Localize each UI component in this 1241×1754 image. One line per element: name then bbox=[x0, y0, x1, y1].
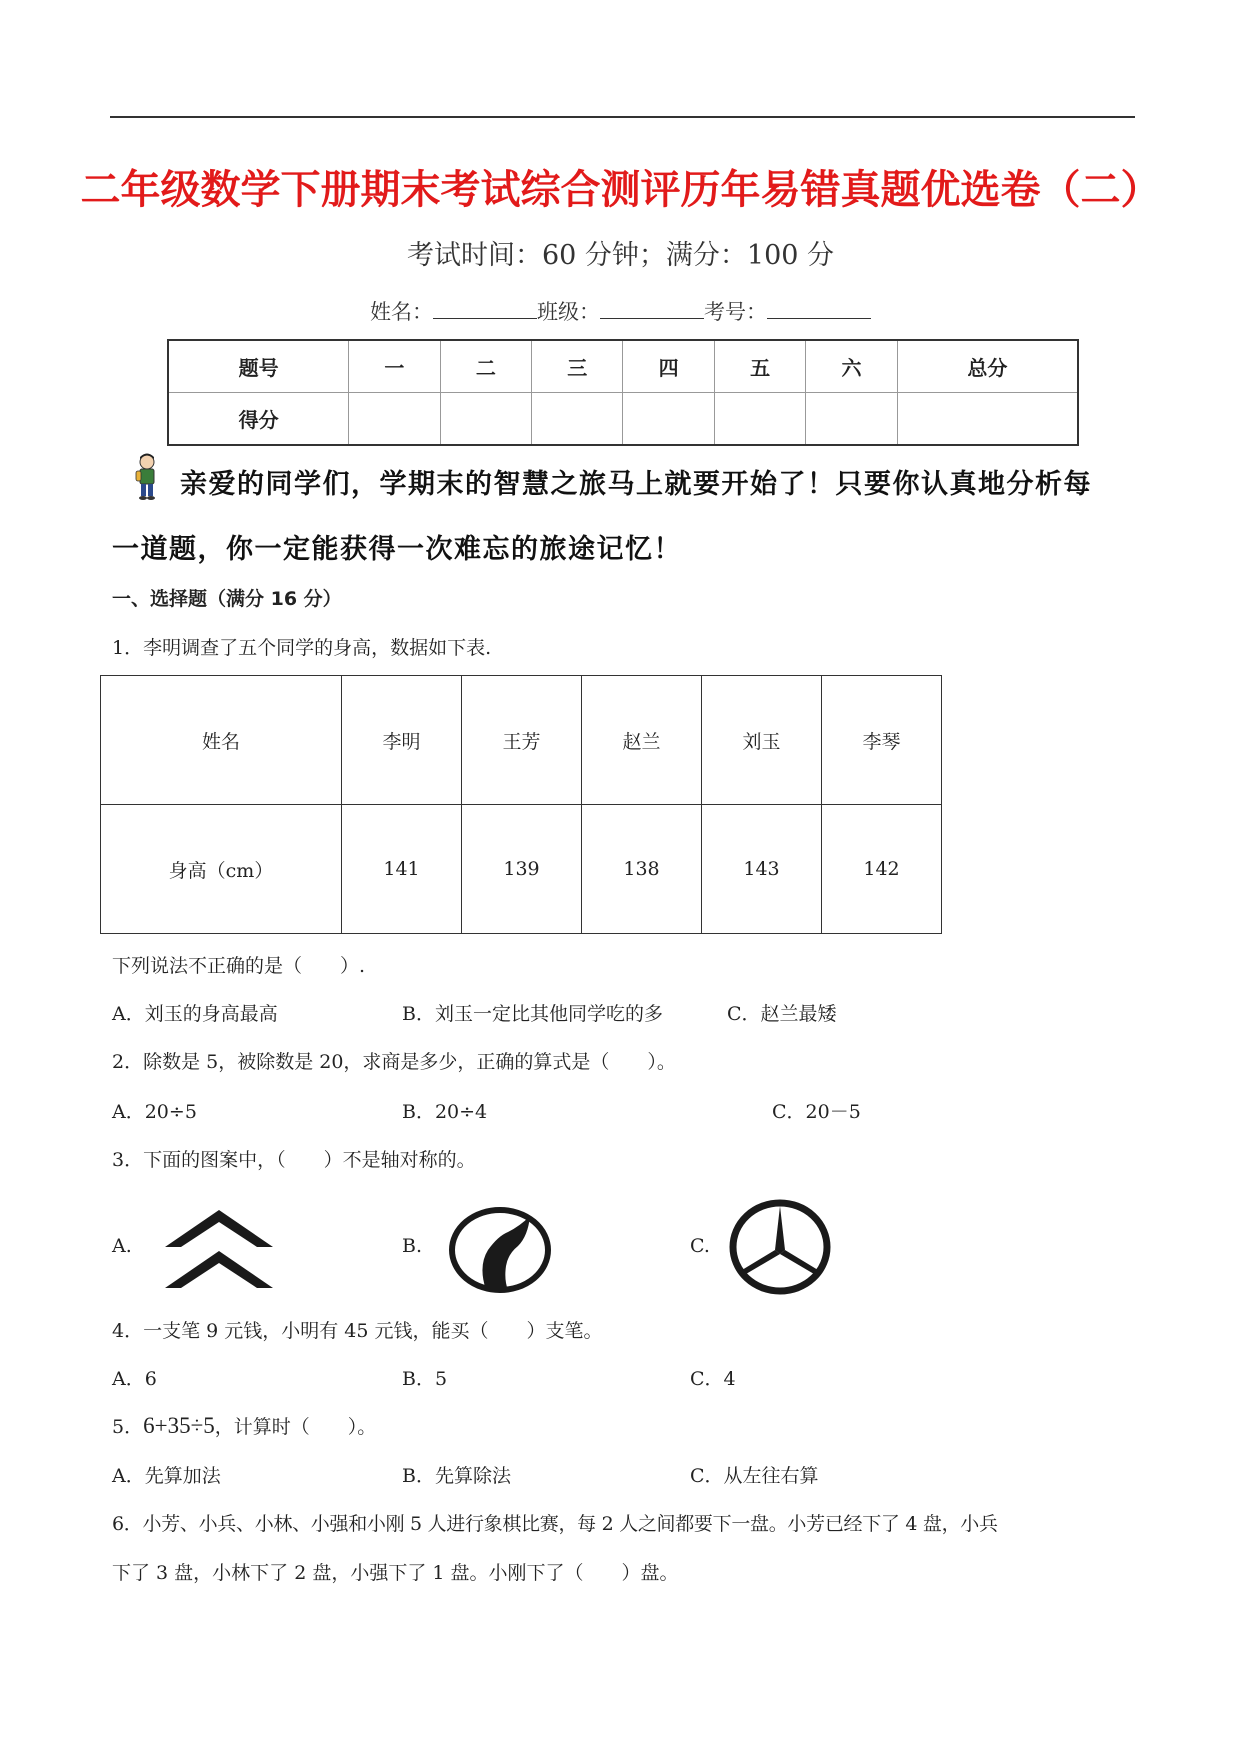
q1-ask: 下列说法不正确的是（ ）. bbox=[112, 955, 366, 977]
q5-option-a[interactable]: A．先算加法 bbox=[112, 1465, 221, 1487]
q4-option-c[interactable]: C．4 bbox=[690, 1368, 736, 1390]
score-header-cell: 三 bbox=[532, 340, 623, 393]
score-header-cell: 二 bbox=[440, 340, 531, 393]
q5-option-c[interactable]: C．从左往右算 bbox=[690, 1465, 819, 1487]
q2-option-b[interactable]: B．20÷4 bbox=[402, 1101, 488, 1123]
score-header-cell: 四 bbox=[623, 340, 714, 393]
intro-line-1: 亲爱的同学们，学期末的智慧之旅马上就要开始了！只要你认真地分析每 bbox=[180, 469, 1092, 500]
height-table-cell: 李琴 bbox=[822, 676, 942, 805]
height-table-cell: 身高（cm） bbox=[101, 805, 342, 934]
height-table-cell: 143 bbox=[702, 805, 822, 934]
height-table-cell: 李明 bbox=[342, 676, 462, 805]
score-row-label: 得分 bbox=[168, 393, 349, 446]
section-1-title: 一、选择题（满分 16 分） bbox=[112, 588, 342, 610]
score-header-cell: 六 bbox=[806, 340, 897, 393]
circle-emblem-icon bbox=[448, 1206, 552, 1294]
height-table-cell: 138 bbox=[582, 805, 702, 934]
class-blank[interactable] bbox=[600, 298, 704, 319]
top-rule bbox=[110, 116, 1135, 118]
q1-option-c[interactable]: C．赵兰最矮 bbox=[727, 1003, 837, 1025]
height-table-cell: 姓名 bbox=[101, 676, 342, 805]
class-label: 班级： bbox=[537, 300, 600, 324]
exam-info: 考试时间：60 分钟；满分：100 分 bbox=[406, 240, 835, 271]
score-header-cell: 题号 bbox=[168, 340, 349, 393]
q4-stem: 4．一支笔 9 元钱，小明有 45 元钱，能买（ ）支笔。 bbox=[112, 1320, 603, 1342]
q3-stem: 3．下面的图案中，（ ）不是轴对称的。 bbox=[112, 1149, 476, 1171]
q3-option-c[interactable]: C. bbox=[690, 1235, 710, 1257]
q2-option-c[interactable]: C．20－5 bbox=[772, 1101, 861, 1123]
q3-option-b[interactable]: B. bbox=[402, 1235, 423, 1257]
height-table-data-row bbox=[101, 805, 942, 934]
height-table-cell: 141 bbox=[342, 805, 462, 934]
q1-option-a[interactable]: A．刘玉的身高最高 bbox=[112, 1003, 278, 1025]
q5-number: 5． bbox=[112, 1416, 144, 1438]
q5-option-b[interactable]: B．先算除法 bbox=[402, 1465, 511, 1487]
score-cell[interactable] bbox=[532, 393, 623, 446]
height-table-header-row bbox=[101, 676, 942, 805]
height-table bbox=[100, 675, 942, 934]
score-cell[interactable] bbox=[897, 393, 1078, 446]
height-table-cell: 139 bbox=[462, 805, 582, 934]
score-table-score-row bbox=[168, 393, 1078, 446]
q5-stem-rest: ，计算时（ ）。 bbox=[214, 1416, 377, 1438]
number-blank[interactable] bbox=[767, 298, 871, 319]
q4-option-a[interactable]: A．6 bbox=[112, 1368, 157, 1390]
q6-line-2: 下了 3 盘，小林下了 2 盘，小强下了 1 盘。小刚下了（ ）盘。 bbox=[112, 1562, 679, 1584]
score-cell[interactable] bbox=[714, 393, 805, 446]
student-mascot-icon bbox=[130, 452, 164, 502]
student-info bbox=[0, 296, 1241, 326]
q2-stem: 2．除数是 5，被除数是 20，求商是多少，正确的算式是（ ）。 bbox=[112, 1051, 676, 1073]
q5-expression: 6+35÷5 bbox=[143, 1413, 215, 1438]
q1-stem: 1．李明调查了五个同学的身高，数据如下表. bbox=[112, 637, 492, 659]
q5-stem bbox=[112, 1412, 376, 1439]
page-title: 二年级数学下册期末考试综合测评历年易错真题优选卷（二） bbox=[80, 167, 1161, 213]
score-header-cell: 总分 bbox=[897, 340, 1078, 393]
score-header-cell: 五 bbox=[714, 340, 805, 393]
q1-option-b[interactable]: B．刘玉一定比其他同学吃的多 bbox=[402, 1003, 663, 1025]
score-cell[interactable] bbox=[806, 393, 897, 446]
three-point-star-logo-icon bbox=[728, 1198, 832, 1296]
score-cell[interactable] bbox=[440, 393, 531, 446]
q4-option-b[interactable]: B．5 bbox=[402, 1368, 448, 1390]
q6-line-1: 6．小芳、小兵、小林、小强和小刚 5 人进行象棋比赛，每 2 人之间都要下一盘。小芳已经下了 4 盘，小兵 bbox=[112, 1513, 998, 1535]
name-label: 姓名： bbox=[370, 300, 433, 324]
height-table-cell: 142 bbox=[822, 805, 942, 934]
q3-option-a[interactable]: A. bbox=[112, 1235, 132, 1257]
height-table-cell: 刘玉 bbox=[702, 676, 822, 805]
height-table-cell: 赵兰 bbox=[582, 676, 702, 805]
height-table-cell: 王芳 bbox=[462, 676, 582, 805]
score-cell[interactable] bbox=[623, 393, 714, 446]
q2-option-a[interactable]: A．20÷5 bbox=[112, 1101, 197, 1123]
score-header-cell: 一 bbox=[349, 340, 440, 393]
name-blank[interactable] bbox=[433, 298, 537, 319]
score-table bbox=[167, 339, 1079, 446]
number-label: 考号： bbox=[704, 300, 767, 324]
score-cell[interactable] bbox=[349, 393, 440, 446]
chevron-logo-icon bbox=[165, 1210, 273, 1290]
score-table-header-row bbox=[168, 340, 1078, 393]
intro-line-2: 一道题，你一定能获得一次难忘的旅途记忆！ bbox=[112, 534, 682, 565]
